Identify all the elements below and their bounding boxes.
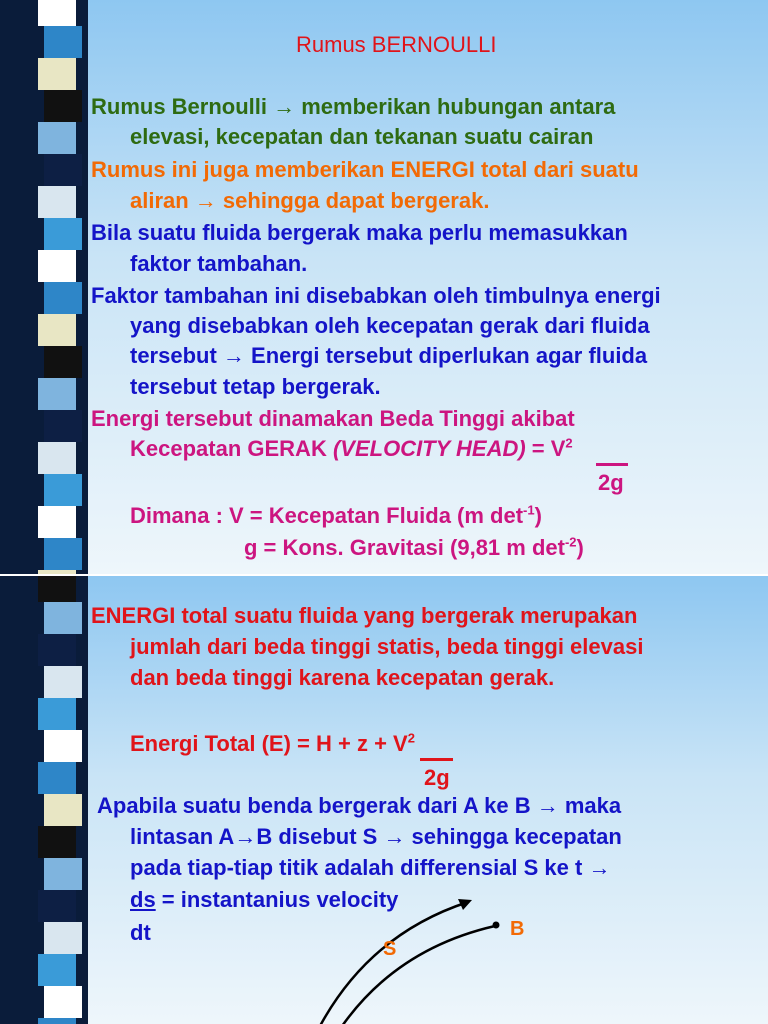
paragraph-line: aliran → sehingga dapat bergerak. [130, 188, 490, 213]
strip-square [38, 1018, 76, 1024]
strip-square [38, 506, 76, 538]
fraction-bar [596, 463, 628, 466]
strip-square [44, 666, 82, 698]
paragraph-line: faktor tambahan. [130, 251, 308, 276]
label-b: B [510, 918, 525, 940]
paragraph-line: jumlah dari beda tinggi statis, beda tinggi elevasi [130, 634, 644, 659]
strip-square [44, 602, 82, 634]
definition-text: Dimana : V = Kecepatan Fluida (m det [130, 503, 524, 528]
strip-square [38, 378, 76, 410]
path-curve-inner [340, 926, 495, 1024]
strip-square [44, 154, 82, 186]
decorative-strip [0, 576, 88, 1024]
definition-close: ) [534, 503, 542, 528]
strip-square [44, 26, 82, 58]
definition-close: ) [576, 535, 584, 560]
velocity-head-line [130, 434, 762, 464]
paragraph-line: dan beda tinggi karena kecepatan gerak. [130, 665, 555, 690]
definition-text: g = Kons. Gravitasi (9,81 m det [244, 535, 565, 560]
fraction-denominator: 2g [424, 765, 450, 790]
decorative-strip [0, 0, 88, 574]
strip-square [44, 474, 82, 506]
paragraph-line: Faktor tambahan ini disebabkan oleh timbulnya energi [91, 283, 661, 308]
path-diagram [300, 894, 520, 1024]
strip-square [38, 442, 76, 474]
exponent: -1 [523, 502, 535, 518]
strip-square [38, 314, 76, 346]
strip-square [44, 538, 82, 570]
paragraph-line: Rumus Bernoulli → memberikan hubungan antara [91, 94, 616, 119]
paragraph-line: Bila suatu fluida bergerak maka perlu memasukkan [91, 220, 628, 245]
velocity-head-text: Kecepatan GERAK [130, 436, 333, 461]
paragraph-line: tersebut → Energi tersebut diperlukan agar fluida [130, 343, 648, 368]
paragraph-line: Rumus ini juga memberikan ENERGI total dari suatu [91, 157, 639, 182]
strip-square [44, 410, 82, 442]
paragraph-line: pada tiap-tiap titik adalah differensial S ke t → [130, 855, 611, 880]
strip-square [44, 922, 82, 954]
derivative-text: = instantanius velocity [155, 887, 399, 912]
definition-line [244, 533, 762, 563]
strip-square [38, 570, 76, 574]
derivative-numerator: ds [130, 887, 156, 912]
strip-square [38, 122, 76, 154]
paragraph-line: Energi tersebut dinamakan Beda Tinggi akibat [91, 406, 575, 431]
paragraph-line: tersebut tetap bergerak. [130, 374, 381, 399]
strip-square [44, 858, 82, 890]
point-b-marker [493, 922, 500, 929]
exponent: 2 [565, 435, 573, 451]
paragraph-line: Apabila suatu benda bergerak dari A ke B → maka [97, 793, 622, 818]
strip-square [38, 0, 76, 26]
strip-square [44, 346, 82, 378]
velocity-head-italic: (VELOCITY HEAD) [332, 436, 526, 461]
strip-square [44, 986, 82, 1018]
strip-square [44, 730, 82, 762]
strip-square [44, 218, 82, 250]
exponent: 2 [407, 730, 415, 746]
strip-square [38, 186, 76, 218]
strip-square [38, 576, 76, 602]
derivative-denominator: dt [130, 920, 151, 945]
paragraph-line: yang disebabkan oleh kecepatan gerak dari fluida [130, 313, 650, 338]
paragraph-line: lintasan A→B disebut S → sehingga kecepatan [130, 824, 622, 849]
velocity-head-eq: = V [525, 436, 566, 461]
energy-total-text: Energi Total (E) = H + z + V [130, 731, 408, 756]
path-curve-outer [320, 902, 468, 1024]
strip-square [44, 794, 82, 826]
fraction-bar [420, 758, 453, 761]
strip-square [38, 634, 76, 666]
page-title: Rumus BERNOULLI [296, 32, 497, 57]
strip-square [44, 282, 82, 314]
label-s: S [383, 938, 397, 960]
exponent: -2 [564, 534, 577, 550]
strip-square [38, 58, 76, 90]
paragraph-line: elevasi, kecepatan dan tekanan suatu cairan [130, 124, 594, 149]
strip-square [38, 890, 76, 922]
paragraph-line: ENERGI total suatu fluida yang bergerak merupakan [91, 603, 638, 628]
strip-square [38, 250, 76, 282]
strip-square [38, 698, 76, 730]
energy-total-line [130, 729, 762, 759]
slide-2 [0, 576, 768, 1024]
strip-square [44, 90, 82, 122]
fraction-denominator: 2g [598, 470, 624, 495]
strip-square [38, 826, 76, 858]
strip-square [38, 762, 76, 794]
strip-square [38, 954, 76, 986]
definition-line [130, 501, 762, 531]
